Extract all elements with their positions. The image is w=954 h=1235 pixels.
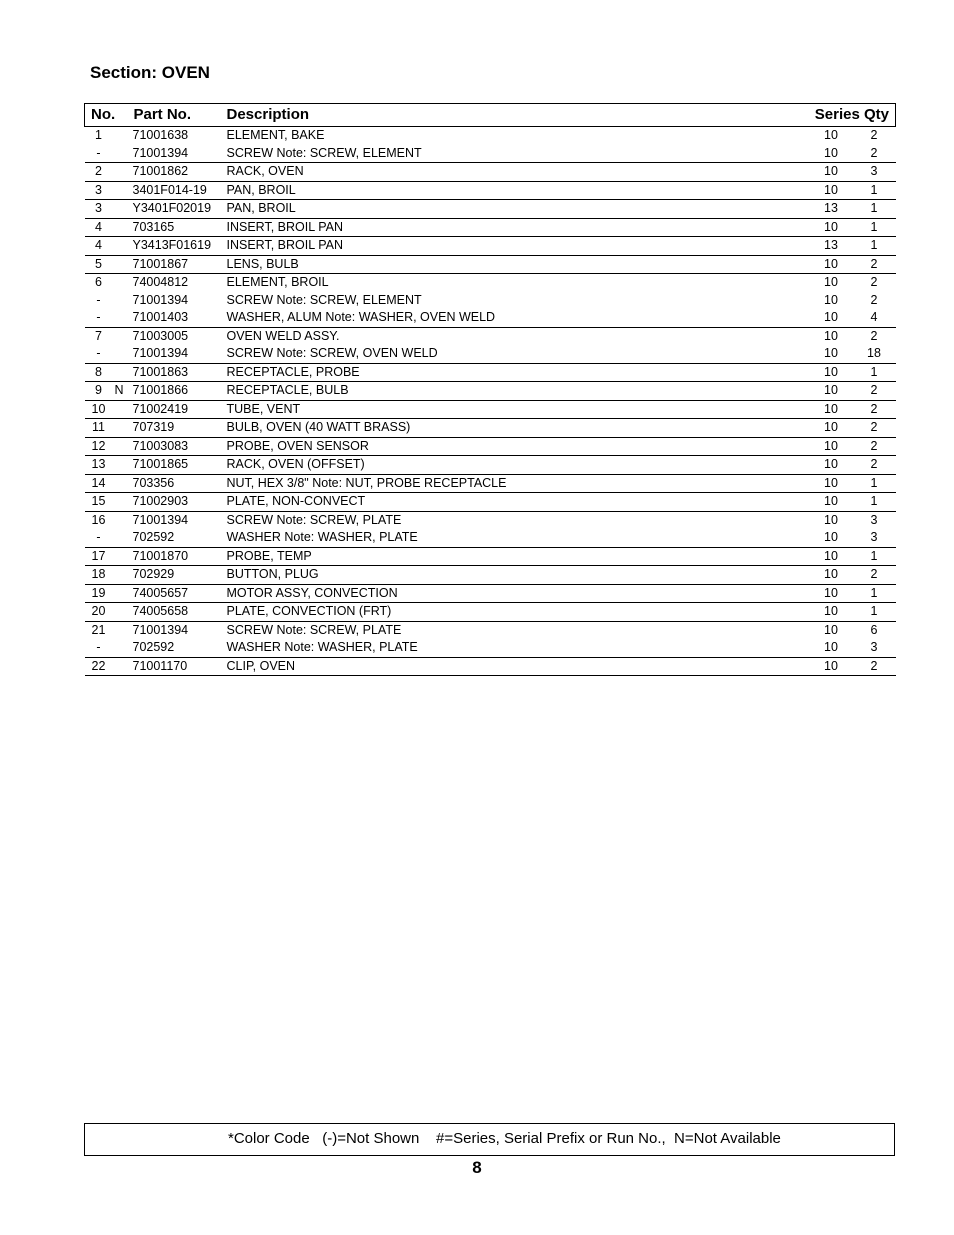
item-no: 18 bbox=[91, 567, 106, 581]
cell-qty: 18 bbox=[867, 346, 881, 360]
table-row bbox=[85, 657, 896, 676]
cell-series: 10 bbox=[824, 292, 838, 307]
cell-qty: 1 bbox=[853, 181, 896, 200]
cell-item-no bbox=[85, 363, 129, 382]
table-row bbox=[85, 181, 896, 200]
cell-item-no bbox=[85, 657, 129, 676]
cell-qty: 1 bbox=[853, 584, 896, 603]
cell-qty: 2 bbox=[853, 456, 896, 475]
table-row bbox=[85, 419, 896, 438]
cell-description: RECEPTACLE, PROBE bbox=[223, 363, 810, 382]
cell-item-no bbox=[85, 218, 129, 237]
cell-qty: 3 bbox=[870, 640, 878, 654]
cell-part-no: 71001866 bbox=[129, 382, 223, 401]
cell-item-no bbox=[85, 163, 129, 182]
cell-description: RACK, OVEN (OFFSET) bbox=[223, 456, 810, 475]
item-no: 10 bbox=[91, 401, 106, 416]
cell-part-no: 71001863 bbox=[129, 363, 223, 382]
cell-part-no: 71001394 bbox=[132, 145, 189, 160]
cell-description: BULB, OVEN (40 WATT BRASS) bbox=[223, 419, 810, 438]
cell-part-no: 702592 bbox=[132, 640, 175, 654]
cell-qty: 1 bbox=[853, 237, 896, 256]
table-row bbox=[85, 474, 896, 493]
item-no: 4 bbox=[95, 219, 102, 234]
cell-qty: 2 bbox=[853, 274, 896, 292]
cell-description: INSERT, BROIL PAN bbox=[223, 218, 810, 237]
cell-part-no: 74005657 bbox=[129, 584, 223, 603]
cell-description: CLIP, OVEN bbox=[223, 657, 810, 676]
cell-description: PAN, BROIL bbox=[223, 200, 810, 219]
cell-part-no: 71001862 bbox=[129, 163, 223, 182]
table-row bbox=[85, 400, 896, 419]
table-row bbox=[85, 493, 896, 512]
cell-qty: 4 bbox=[870, 310, 878, 324]
cell-series: 10 bbox=[810, 584, 853, 603]
cell-qty: 2 bbox=[853, 566, 896, 585]
cell-series: 10 bbox=[810, 603, 853, 622]
cell-part-no: 71001394 bbox=[132, 292, 189, 307]
cell-qty: 1 bbox=[853, 493, 896, 512]
cell-qty: 2 bbox=[870, 292, 878, 307]
cell-part-no: Y3401F02019 bbox=[129, 200, 223, 219]
table-row bbox=[85, 456, 896, 475]
cell-description: PROBE, TEMP bbox=[223, 547, 810, 566]
cell-description: WASHER, ALUM Note: WASHER, OVEN WELD bbox=[226, 310, 496, 324]
item-no: 7 bbox=[95, 328, 102, 343]
table-row bbox=[85, 639, 896, 657]
cell-qty: 1 bbox=[853, 547, 896, 566]
cell-description: PAN, BROIL bbox=[223, 181, 810, 200]
cell-description: OVEN WELD ASSY. bbox=[223, 327, 810, 345]
cell-qty: 1 bbox=[853, 200, 896, 219]
cell-series: 10 bbox=[810, 382, 853, 401]
cell-part-no: 71001394 bbox=[129, 621, 223, 639]
table-row bbox=[85, 218, 896, 237]
table-row bbox=[85, 255, 896, 274]
header-series-qty: Series Qty bbox=[810, 104, 896, 127]
cell-part-no: 71001865 bbox=[129, 456, 223, 475]
header-part-no: Part No. bbox=[129, 104, 223, 127]
cell-description: SCREW Note: SCREW, PLATE bbox=[223, 621, 810, 639]
cell-series: 10 bbox=[810, 437, 853, 456]
cell-item-no bbox=[85, 419, 129, 438]
cell-series: 10 bbox=[810, 400, 853, 419]
page-number: 8 bbox=[472, 1158, 482, 1177]
cell-part-no: 71001870 bbox=[129, 547, 223, 566]
cell-part-no: 703356 bbox=[129, 474, 223, 493]
cell-description: SCREW Note: SCREW, ELEMENT bbox=[226, 292, 422, 307]
cell-description: NUT, HEX 3/8" Note: NUT, PROBE RECEPTACLE bbox=[223, 474, 810, 493]
cell-item-no bbox=[85, 345, 129, 363]
item-no: 2 bbox=[95, 164, 102, 178]
cell-series: 10 bbox=[810, 511, 853, 529]
item-no: - bbox=[96, 145, 101, 160]
item-no: - bbox=[96, 346, 101, 360]
cell-series: 10 bbox=[810, 566, 853, 585]
item-no: 3 bbox=[95, 182, 102, 197]
cell-item-no bbox=[85, 327, 129, 345]
cell-item-no bbox=[85, 400, 129, 419]
parts-table-body bbox=[85, 127, 896, 676]
cell-item-no bbox=[85, 493, 129, 512]
cell-qty: 2 bbox=[853, 382, 896, 401]
item-no: 6 bbox=[95, 275, 102, 289]
cell-description: ELEMENT, BROIL bbox=[223, 274, 810, 292]
item-no: 8 bbox=[95, 364, 102, 379]
section-title: Section: OVEN bbox=[90, 63, 210, 82]
cell-item-no bbox=[85, 127, 129, 145]
cell-series: 10 bbox=[810, 327, 853, 345]
cell-series: 10 bbox=[810, 419, 853, 438]
table-row bbox=[85, 163, 896, 182]
item-no: 12 bbox=[91, 438, 106, 453]
cell-item-no bbox=[85, 566, 129, 585]
cell-description: MOTOR ASSY, CONVECTION bbox=[223, 584, 810, 603]
cell-series: 10 bbox=[810, 218, 853, 237]
table-row bbox=[85, 127, 896, 145]
cell-qty: 3 bbox=[853, 511, 896, 529]
cell-qty: 2 bbox=[853, 255, 896, 274]
cell-description: BUTTON, PLUG bbox=[223, 566, 810, 585]
item-no: 5 bbox=[95, 256, 102, 271]
item-no: 21 bbox=[91, 622, 106, 637]
cell-series: 10 bbox=[824, 640, 838, 654]
footer-legend-box bbox=[84, 1123, 895, 1156]
header-description: Description bbox=[223, 104, 810, 127]
table-row bbox=[85, 437, 896, 456]
parts-table bbox=[84, 103, 896, 676]
cell-description: RECEPTACLE, BULB bbox=[223, 382, 810, 401]
item-no: 3 bbox=[95, 201, 102, 215]
cell-part-no: 71003083 bbox=[129, 437, 223, 456]
cell-item-no bbox=[85, 547, 129, 566]
cell-part-no: 74005658 bbox=[129, 603, 223, 622]
cell-item-no bbox=[85, 274, 129, 292]
cell-part-no: 71003005 bbox=[129, 327, 223, 345]
item-no: 14 bbox=[91, 475, 106, 490]
table-row bbox=[85, 566, 896, 585]
cell-item-no bbox=[85, 621, 129, 639]
cell-series: 10 bbox=[810, 127, 853, 145]
table-row bbox=[85, 584, 896, 603]
table-row bbox=[85, 511, 896, 529]
cell-qty: 2 bbox=[853, 437, 896, 456]
item-no: 19 bbox=[91, 585, 106, 600]
item-no: - bbox=[96, 640, 101, 654]
cell-item-no bbox=[85, 309, 129, 327]
cell-series: 10 bbox=[810, 456, 853, 475]
cell-part-no: 71001170 bbox=[129, 657, 223, 676]
cell-item-no bbox=[85, 292, 129, 310]
cell-qty: 6 bbox=[853, 621, 896, 639]
footer-legend: *Color Code (-)=Not Shown #=Series, Serial Prefix or Run No., N=Not Available bbox=[228, 1130, 781, 1147]
cell-description: PROBE, OVEN SENSOR bbox=[223, 437, 810, 456]
cell-series: 13 bbox=[810, 237, 853, 256]
cell-qty: 2 bbox=[853, 327, 896, 345]
cell-qty: 2 bbox=[853, 127, 896, 145]
cell-description: SCREW Note: SCREW, OVEN WELD bbox=[226, 346, 438, 360]
item-no: 16 bbox=[91, 512, 106, 527]
cell-item-no bbox=[85, 474, 129, 493]
table-row bbox=[85, 200, 896, 219]
cell-description: TUBE, VENT bbox=[223, 400, 810, 419]
cell-part-no: 702929 bbox=[129, 566, 223, 585]
cell-qty: 1 bbox=[853, 218, 896, 237]
item-no: 9 bbox=[95, 383, 102, 397]
cell-part-no: 74004812 bbox=[129, 274, 223, 292]
cell-item-no bbox=[85, 237, 129, 256]
cell-series: 10 bbox=[824, 346, 838, 360]
cell-item-no bbox=[85, 456, 129, 475]
table-row bbox=[85, 274, 896, 292]
item-no: 4 bbox=[95, 238, 102, 252]
cell-description: INSERT, BROIL PAN bbox=[223, 237, 810, 256]
cell-item-no bbox=[85, 145, 129, 163]
cell-part-no: 71001394 bbox=[132, 346, 189, 360]
cell-part-no: Y3413F01619 bbox=[129, 237, 223, 256]
cell-part-no: 71001638 bbox=[129, 127, 223, 145]
table-row bbox=[85, 309, 896, 327]
cell-series: 10 bbox=[810, 181, 853, 200]
item-no: - bbox=[96, 292, 101, 307]
table-header-row bbox=[85, 104, 896, 127]
cell-part-no: 71002419 bbox=[129, 400, 223, 419]
table-row bbox=[85, 292, 896, 310]
cell-qty: 1 bbox=[853, 603, 896, 622]
cell-series: 10 bbox=[824, 530, 838, 544]
cell-part-no: 71001867 bbox=[129, 255, 223, 274]
cell-series: 13 bbox=[810, 200, 853, 219]
table-row bbox=[85, 327, 896, 345]
cell-item-no bbox=[85, 255, 129, 274]
cell-item-no bbox=[85, 437, 129, 456]
table-row bbox=[85, 237, 896, 256]
cell-description: LENS, BULB bbox=[223, 255, 810, 274]
cell-series: 10 bbox=[810, 493, 853, 512]
cell-description: WASHER Note: WASHER, PLATE bbox=[226, 640, 418, 654]
table-row bbox=[85, 529, 896, 547]
cell-description: RACK, OVEN bbox=[223, 163, 810, 182]
cell-qty: 2 bbox=[853, 657, 896, 676]
availability-flag: N bbox=[114, 383, 124, 397]
item-no: 1 bbox=[95, 128, 102, 142]
cell-part-no: 707319 bbox=[129, 419, 223, 438]
item-no: 13 bbox=[91, 457, 106, 471]
cell-description: WASHER Note: WASHER, PLATE bbox=[226, 530, 418, 544]
cell-part-no: 71002903 bbox=[129, 493, 223, 512]
cell-item-no bbox=[85, 529, 129, 547]
cell-description: PLATE, NON-CONVECT bbox=[223, 493, 810, 512]
item-no: 20 bbox=[91, 604, 106, 618]
cell-part-no: 71001394 bbox=[129, 511, 223, 529]
cell-series: 10 bbox=[810, 547, 853, 566]
table-row bbox=[85, 382, 896, 401]
cell-series: 10 bbox=[810, 474, 853, 493]
cell-part-no: 3401F014-19 bbox=[129, 181, 223, 200]
cell-item-no bbox=[85, 382, 129, 401]
cell-series: 10 bbox=[810, 621, 853, 639]
cell-qty: 2 bbox=[853, 400, 896, 419]
cell-qty: 3 bbox=[870, 530, 878, 544]
header-no: No. bbox=[85, 104, 129, 127]
item-no: - bbox=[96, 310, 101, 324]
cell-series: 10 bbox=[810, 255, 853, 274]
item-no: - bbox=[96, 530, 101, 544]
cell-series: 10 bbox=[810, 657, 853, 676]
table-row bbox=[85, 547, 896, 566]
table-row bbox=[85, 621, 896, 639]
cell-part-no: 702592 bbox=[132, 530, 175, 544]
cell-series: 10 bbox=[824, 145, 838, 160]
cell-qty: 3 bbox=[853, 163, 896, 182]
cell-qty: 1 bbox=[853, 363, 896, 382]
cell-series: 10 bbox=[810, 163, 853, 182]
cell-part-no: 703165 bbox=[129, 218, 223, 237]
cell-item-no bbox=[85, 603, 129, 622]
item-no: 15 bbox=[91, 494, 106, 508]
cell-part-no: 71001403 bbox=[132, 310, 189, 324]
item-no: 11 bbox=[92, 420, 105, 434]
cell-series: 10 bbox=[824, 310, 838, 324]
cell-item-no bbox=[85, 639, 129, 657]
cell-item-no bbox=[85, 584, 129, 603]
cell-description: SCREW Note: SCREW, PLATE bbox=[223, 511, 810, 529]
cell-item-no bbox=[85, 511, 129, 529]
cell-qty: 2 bbox=[853, 419, 896, 438]
table-row bbox=[85, 345, 896, 363]
cell-item-no bbox=[85, 181, 129, 200]
cell-qty: 1 bbox=[853, 474, 896, 493]
table-row bbox=[85, 145, 896, 163]
cell-series: 10 bbox=[810, 274, 853, 292]
cell-description: ELEMENT, BAKE bbox=[223, 127, 810, 145]
item-no: 17 bbox=[91, 548, 106, 563]
table-row bbox=[85, 603, 896, 622]
cell-description: PLATE, CONVECTION (FRT) bbox=[223, 603, 810, 622]
cell-series: 10 bbox=[810, 363, 853, 382]
cell-item-no bbox=[85, 200, 129, 219]
table-row bbox=[85, 363, 896, 382]
cell-description: SCREW Note: SCREW, ELEMENT bbox=[226, 145, 422, 160]
cell-qty: 2 bbox=[870, 145, 878, 160]
item-no: 22 bbox=[91, 658, 106, 673]
